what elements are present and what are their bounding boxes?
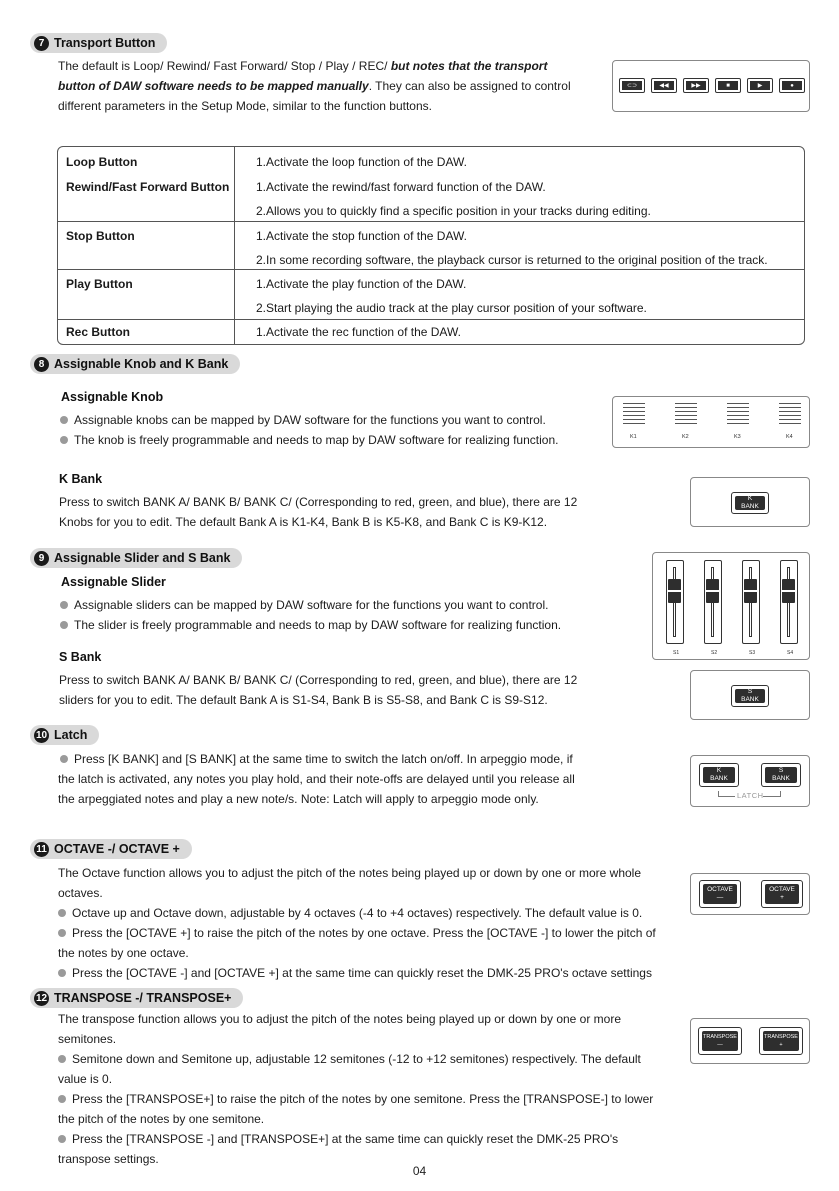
knob-bullet-2: The knob is freely programmable and needs to map by DAW software for realizing function.	[60, 430, 558, 450]
row-name: Loop Button	[66, 155, 138, 169]
record-icon: ●	[779, 78, 805, 93]
section-number: 10	[35, 729, 48, 741]
intro-text: The default is Loop/ Rewind/ Fast Forward/ Stop / Play / REC/	[58, 59, 391, 73]
row-desc: 1.Activate the loop function of the DAW.	[256, 155, 468, 169]
knob-label: K2	[682, 434, 689, 440]
knob-illustration	[612, 396, 810, 448]
octave-text: The Octave function allows you to adjust the pitch of the notes being played up or down by one or more whole octaves. Octave up and Octave down, adjustable by 4 octaves (-4 to +4 octaves) respectively. The default value is 0. Press the [OCTAVE +] to raise the pitch of the notes by one octave. Press the [OCTAVE -] to lower the pitch of the notes by one octave. Press the [OCTAVE -] and [OCTAVE +] at the same time can quickly reset the DMK-25 PRO's octave settings	[58, 866, 656, 980]
intro-emphasis-2: button of DAW software needs to be mapped manually	[58, 79, 369, 93]
knob-icon	[675, 403, 697, 425]
row-desc-2: 2.Allows you to quickly find a specific position in your tracks during editing.	[256, 204, 651, 218]
section-title: Transport Button	[54, 36, 156, 50]
row-desc: 1.Activate the play function of the DAW.	[256, 277, 467, 291]
latch-text: Press [K BANK] and [S BANK] at the same time to switch the latch on/off. In arpeggio mode, if the latch is activated, any notes you play hold, and their note-offs are delayed until you release all the arpeggiated notes and play a new note/s. Note: Latch will apply to arpeggio mode only.	[58, 752, 575, 806]
transpose-plus-button: TRANSPOSE +	[759, 1027, 803, 1055]
loop-icon: ⊂⊃	[619, 78, 645, 93]
s-bank-button: S BANK	[761, 763, 801, 787]
section-number: 9	[34, 551, 49, 566]
section-title: OCTAVE -/ OCTAVE +	[54, 842, 180, 856]
play-icon: ▶	[747, 78, 773, 93]
section-8-header	[30, 354, 240, 374]
slider-bullet-2: The slider is freely programmable and needs to map by DAW software for realizing function.	[60, 615, 561, 635]
s-bank-text: Press to switch BANK A/ BANK B/ BANK C/ (Corresponding to red, green, and blue), there are 12 sliders for you to edit. The default Bank A is S1-S4, Bank B is S5-S8, and Bank C is S9-S12.	[59, 673, 578, 707]
section-title: TRANSPOSE -/ TRANSPOSE+	[54, 991, 232, 1005]
transport-table	[57, 146, 805, 345]
section-10-header	[30, 725, 99, 745]
s-bank-illustration	[690, 670, 810, 720]
knob-label: K3	[734, 434, 741, 440]
stop-icon: ■	[715, 78, 741, 93]
intro-emphasis: but notes that the transport	[390, 59, 548, 73]
assignable-knob-heading: Assignable Knob	[61, 390, 164, 404]
section-12-header	[30, 988, 243, 1008]
octave-plus-button: OCTAVE +	[761, 880, 803, 908]
slider-icon	[666, 560, 684, 644]
k-bank-button: K BANK	[699, 763, 739, 787]
row-name: Stop Button	[66, 229, 135, 243]
row-name: Play Button	[66, 277, 133, 291]
knob-icon	[623, 403, 645, 425]
latch-label: LATCH	[737, 791, 764, 800]
transpose-illustration	[690, 1018, 810, 1064]
k-bank-heading: K Bank	[59, 472, 103, 486]
fast-forward-icon: ▶▶	[683, 78, 709, 93]
section-7-header	[30, 33, 167, 53]
transport-illustration	[612, 60, 810, 112]
section-number: 12	[35, 992, 48, 1004]
section-11-header	[30, 839, 192, 859]
knob-icon	[779, 403, 801, 425]
table-row	[58, 173, 804, 221]
knob-icon	[727, 403, 749, 425]
row-name: Rewind/Fast Forward Button	[66, 180, 230, 194]
table-row	[58, 319, 804, 345]
section-title: Latch	[54, 728, 88, 742]
table-row	[58, 147, 804, 173]
transpose-minus-button: TRANSPOSE —	[698, 1027, 742, 1055]
knob-bullet-1: Assignable knobs can be mapped by DAW software for the functions you want to control.	[60, 410, 546, 430]
slider-bullet-1: Assignable sliders can be mapped by DAW software for the functions you want to control.	[60, 595, 548, 615]
intro-text-3: different parameters in the Setup Mode, similar to the function buttons.	[58, 99, 432, 113]
latch-illustration	[690, 755, 810, 807]
table-row	[58, 269, 804, 319]
octave-minus-button: OCTAVE —	[699, 880, 741, 908]
slider-label: S4	[787, 650, 794, 656]
assignable-slider-heading: Assignable Slider	[61, 575, 166, 589]
s-bank-button: S BANK	[731, 685, 769, 707]
slider-icon	[780, 560, 798, 644]
slider-icon	[742, 560, 760, 644]
s-bank-heading: S Bank	[59, 650, 102, 664]
slider-label: S1	[673, 650, 680, 656]
rewind-icon: ◀◀	[651, 78, 677, 93]
k-bank-button: K BANK	[731, 492, 769, 514]
row-desc: 1.Activate the rec function of the DAW.	[256, 325, 461, 339]
octave-illustration	[690, 873, 810, 915]
transpose-text: The transpose function allows you to adjust the pitch of the notes being played up or down by one or more semitones. Semitone down and Semitone up, adjustable 12 semitones (-12 to +12 semitones) respectively. The default value is 0. Press the [TRANSPOSE+] to raise the pitch of the notes by one semitone. Press the [TRANSPOSE-] to lower the pitch of the notes by one semitone. Press the [TRANSPOSE -] and [TRANSPOSE+] at the same time can quickly reset the DMK-25 PRO's transpose settings.	[58, 1012, 654, 1166]
row-desc: 1.Activate the rewind/fast forward function of the DAW.	[256, 180, 546, 194]
knob-label: K1	[630, 434, 637, 440]
intro-text-2: . They can also be assigned to control	[368, 79, 571, 93]
table-row	[58, 221, 804, 269]
slider-label: S2	[711, 650, 718, 656]
row-desc: 1.Activate the stop function of the DAW.	[256, 229, 468, 243]
section-number: 8	[34, 357, 49, 372]
section-number: 7	[34, 36, 49, 51]
slider-illustration	[652, 552, 810, 660]
row-desc-2: 2.In some recording software, the playback cursor is returned to the original position of the track.	[256, 253, 768, 267]
row-desc-2: 2.Start playing the audio track at the play cursor position of your software.	[256, 301, 647, 315]
section-9-header	[30, 548, 242, 568]
transport-intro	[58, 56, 598, 116]
page-number: 04	[412, 1164, 427, 1178]
knob-label: K4	[786, 434, 793, 440]
slider-icon	[704, 560, 722, 644]
section-title: Assignable Slider and S Bank	[54, 551, 231, 565]
k-bank-text: Press to switch BANK A/ BANK B/ BANK C/ (Corresponding to red, green, and blue), there are 12 Knobs for you to edit. The default Bank A is K1-K4, Bank B is K5-K8, and Bank C is K9-K12.	[59, 495, 578, 529]
section-number: 11	[34, 842, 49, 857]
slider-label: S3	[749, 650, 756, 656]
section-title: Assignable Knob and K Bank	[54, 357, 229, 371]
k-bank-illustration	[690, 477, 810, 527]
row-name: Rec Button	[66, 325, 130, 339]
